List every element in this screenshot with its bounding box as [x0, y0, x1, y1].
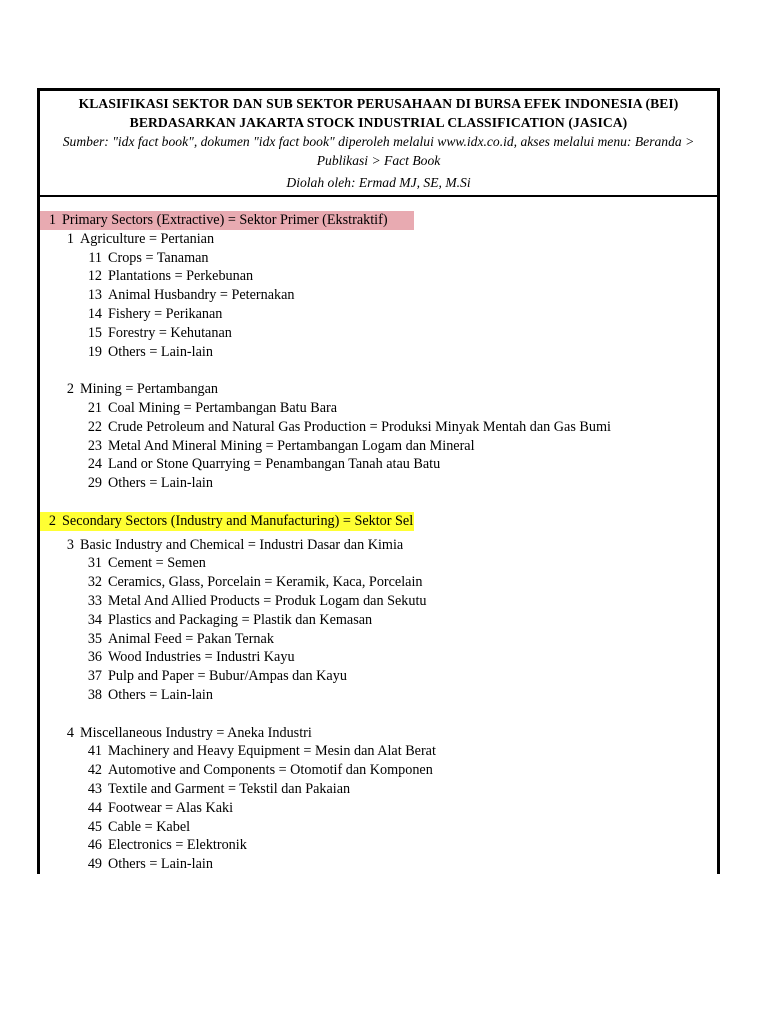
industry-item-number: 44	[87, 799, 102, 816]
source-line-1: Sumber: "idx fact book", dokumen "idx fact book" diperoleh melalui www.idx.co.id, akses melalui menu: Beranda >	[62, 134, 695, 149]
industry-item-label: Crude Petroleum and Natural Gas Production = Produksi Minyak Mentah dan Gas Bumi	[108, 418, 611, 435]
industry-item	[40, 554, 717, 573]
industry-item	[40, 611, 717, 630]
industry-item-number: 21	[87, 399, 102, 416]
industry-item-label: Metal And Allied Products = Produk Logam dan Sekutu	[108, 592, 427, 609]
industry-item-label: Textile and Garment = Tekstil dan Pakaian	[108, 780, 351, 797]
industry-item	[40, 324, 717, 343]
industry-item-number: 15	[87, 324, 102, 341]
document-header	[40, 91, 717, 197]
industry-item	[40, 286, 717, 305]
industry-item-number: 23	[87, 437, 102, 454]
industry-item	[40, 836, 717, 855]
subsector-heading-label: Mining = Pertambangan	[80, 381, 219, 398]
industry-item-label: Cement = Semen	[108, 555, 206, 572]
industry-item-number: 33	[87, 592, 102, 609]
industry-item-label: Animal Feed = Pakan Ternak	[108, 630, 274, 647]
industry-item-label: Electronics = Elektronik	[108, 837, 247, 854]
industry-item	[40, 648, 717, 667]
industry-item-label: Crops = Tanaman	[108, 249, 209, 266]
industry-item	[40, 305, 717, 324]
industry-item-label: Land or Stone Quarrying = Penambangan Tanah atau Batu	[108, 456, 441, 473]
sector-heading	[40, 211, 414, 230]
industry-item-number: 24	[87, 456, 102, 473]
subsector-heading	[40, 230, 717, 249]
industry-item	[40, 761, 717, 780]
industry-item	[40, 455, 717, 474]
subsector-heading	[40, 380, 717, 399]
industry-item-label: Coal Mining = Pertambangan Batu Bara	[108, 399, 338, 416]
industry-item-number: 22	[87, 418, 102, 435]
title-line-1: KLASIFIKASI SEKTOR DAN SUB SEKTOR PERUSAHAAN DI BURSA EFEK INDONESIA (BEI)	[78, 96, 679, 111]
industry-item-label: Plantations = Perkebunan	[108, 268, 254, 285]
industry-item-number: 14	[87, 305, 102, 322]
subsector-heading-number: 1	[66, 230, 74, 247]
industry-item	[40, 249, 717, 268]
industry-item-number: 13	[87, 287, 102, 304]
industry-item	[40, 573, 717, 592]
industry-item-label: Others = Lain-lain	[108, 856, 213, 873]
industry-item-number: 35	[87, 630, 102, 647]
industry-item	[40, 399, 717, 418]
subsector-heading-number: 3	[66, 536, 74, 553]
industry-item-label: Others = Lain-lain	[108, 343, 213, 360]
subsector-heading-number: 4	[66, 724, 74, 741]
source-line-2: Publikasi > Fact Book	[316, 153, 441, 168]
subsector-heading	[40, 724, 717, 743]
industry-item-number: 49	[87, 856, 102, 873]
industry-item-number: 34	[87, 611, 102, 628]
sector-heading	[40, 512, 414, 531]
industry-item-number: 45	[87, 818, 102, 835]
industry-item-number: 38	[87, 686, 102, 703]
spacer	[40, 493, 717, 512]
industry-item-label: Ceramics, Glass, Porcelain = Keramik, Kaca, Porcelain	[108, 574, 423, 591]
industry-item-number: 36	[87, 649, 102, 666]
industry-item-number: 43	[87, 780, 102, 797]
sector-heading-number: 1	[48, 212, 56, 228]
industry-item-label: Animal Husbandry = Peternakan	[108, 287, 295, 304]
classification-list	[40, 211, 717, 874]
industry-item-number: 31	[87, 555, 102, 572]
industry-item-number: 41	[87, 743, 102, 760]
industry-item	[40, 267, 717, 286]
industry-item-label: Machinery and Heavy Equipment = Mesin dan Alat Berat	[108, 743, 436, 760]
subsector-heading-label: Basic Industry and Chemical = Industri Dasar dan Kimia	[80, 536, 404, 553]
sector-heading-label: Secondary Sectors (Industry and Manufacturing) = Sektor Sel	[62, 512, 414, 529]
author-line: Diolah oleh: Ermad MJ, SE, M.Si	[286, 175, 471, 190]
industry-item-number: 12	[87, 268, 102, 285]
sector-heading-label: Primary Sectors (Extractive) = Sektor Primer (Ekstraktif)	[62, 212, 388, 228]
title-line-2: BERDASARKAN JAKARTA STOCK INDUSTRIAL CLASSIFICATION (JASICA)	[129, 115, 628, 130]
industry-item-label: Cable = Kabel	[108, 818, 191, 835]
industry-item-number: 42	[87, 762, 102, 779]
document-frame	[37, 88, 720, 874]
industry-item	[40, 818, 717, 837]
industry-item-label: Pulp and Paper = Bubur/Ampas dan Kayu	[108, 668, 347, 685]
spacer	[40, 705, 717, 724]
industry-item	[40, 437, 717, 456]
industry-item-label: Others = Lain-lain	[108, 686, 213, 703]
spacer	[40, 361, 717, 380]
industry-item-number: 11	[88, 249, 102, 266]
industry-item	[40, 686, 717, 705]
industry-item-label: Metal And Mineral Mining = Pertambangan Logam dan Mineral	[108, 437, 475, 454]
industry-item	[40, 630, 717, 649]
industry-item-label: Forestry = Kehutanan	[108, 324, 232, 341]
industry-item-number: 37	[87, 668, 102, 685]
industry-item-label: Fishery = Perikanan	[108, 305, 223, 322]
industry-item-number: 29	[87, 475, 102, 492]
industry-item	[40, 799, 717, 818]
industry-item-label: Plastics and Packaging = Plastik dan Kemasan	[108, 611, 373, 628]
industry-item-label: Footwear = Alas Kaki	[108, 799, 234, 816]
industry-item-label: Automotive and Components = Otomotif dan Komponen	[108, 762, 433, 779]
industry-item	[40, 855, 717, 874]
subsector-heading-number: 2	[66, 381, 74, 398]
industry-item	[40, 343, 717, 362]
industry-item	[40, 667, 717, 686]
industry-item	[40, 474, 717, 493]
industry-item	[40, 780, 717, 799]
industry-item	[40, 742, 717, 761]
industry-item	[40, 418, 717, 437]
industry-item-number: 32	[87, 574, 102, 591]
industry-item-label: Wood Industries = Industri Kayu	[108, 649, 295, 666]
subsector-heading-label: Agriculture = Pertanian	[80, 230, 215, 247]
industry-item-number: 46	[87, 837, 102, 854]
subsector-heading	[40, 536, 717, 555]
industry-item-number: 19	[87, 343, 102, 360]
sector-heading-number: 2	[48, 512, 56, 529]
industry-item-label: Others = Lain-lain	[108, 475, 213, 492]
subsector-heading-label: Miscellaneous Industry = Aneka Industri	[80, 724, 312, 741]
industry-item	[40, 592, 717, 611]
